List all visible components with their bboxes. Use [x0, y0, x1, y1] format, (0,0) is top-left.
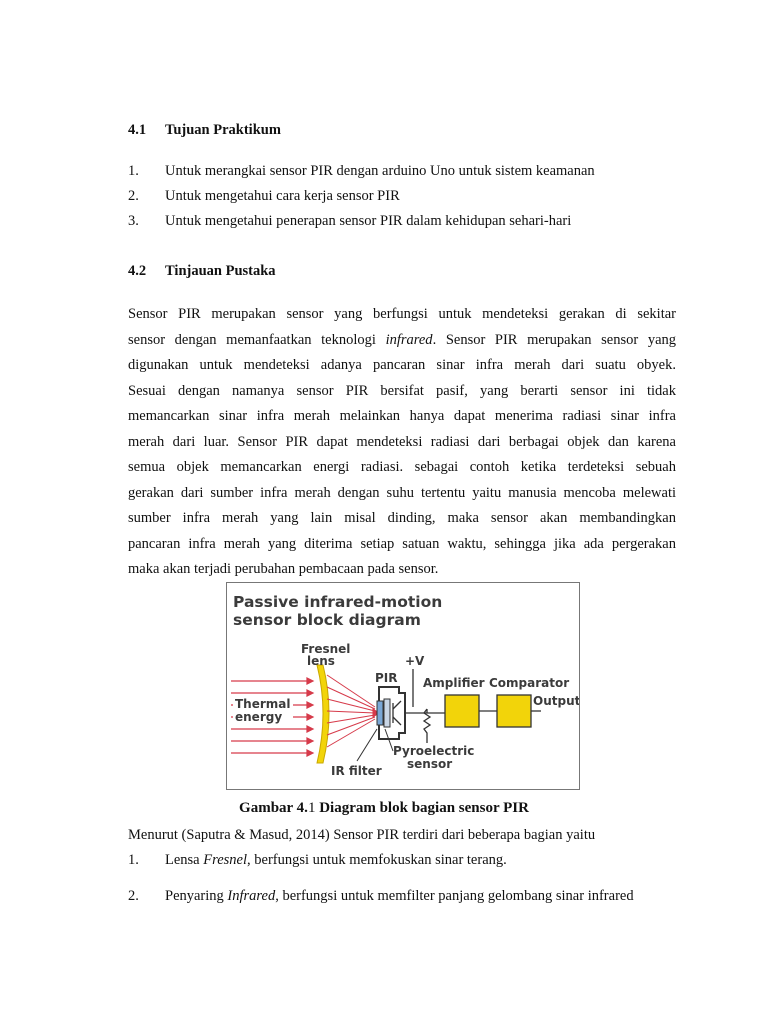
intro-line: Menurut (Saputra & Masud, 2014) Sensor PIR terdiri dari beberapa bagian yaitu [128, 827, 596, 843]
paragraph-line: merah dari luar. Sensor PIR dapat mendeteksi radiasi dari berbagai objek dan karena [128, 433, 676, 450]
resistor-symbol [424, 709, 430, 743]
thermal-label-1: Thermal [235, 697, 291, 711]
list-text: Untuk mengetahui penerapan sensor PIR dalam kehidupan sehari-hari [165, 213, 572, 229]
section-title: Tinjauan Pustaka [165, 263, 276, 279]
section-number: 4.2 [128, 263, 147, 279]
focused-rays [327, 675, 379, 747]
italic-term: infrared [385, 331, 433, 348]
pyro-element [384, 699, 390, 727]
vplus-label: +V [405, 654, 425, 668]
paragraph-line: gerakan dari sumber infra merah dengan suhu tertentu yaitu manusia mencoba melewati [128, 484, 676, 501]
italic-term: Fresnel [203, 852, 248, 868]
ir-filter-window [377, 701, 383, 725]
list-text-post: , berfungsi untuk memfokuskan sinar terang. [247, 852, 507, 868]
paragraph-line: Sesuai dengan namanya sensor PIR bersifat pasif, yang berarti sensor ini tidak [128, 382, 676, 399]
list-item [128, 188, 668, 206]
list-text: Untuk mengetahui cara kerja sensor PIR [165, 188, 400, 204]
list-text-post: , berfungsi untuk memfilter panjang gelombang sinar infrared [275, 888, 634, 904]
section-heading-4-2 [128, 263, 628, 281]
list-text-pre: Lensa [165, 852, 204, 868]
fresnel-label-2: lens [307, 654, 335, 668]
italic-term: Infrared [227, 888, 276, 904]
output-label: Output [533, 694, 579, 708]
pyro-label-1: Pyroelectric [393, 744, 475, 758]
paragraph [128, 302, 676, 583]
pir-label: PIR [375, 671, 398, 685]
paragraph-line: Sensor PIR merupakan sensor yang berfungsi untuk mendeteksi gerakan di sekitar [128, 306, 676, 322]
paragraph-line: pancaran infra merah yang diterima setiap satuan waktu, sehingga jika ada pergerakan [128, 535, 676, 552]
paragraph-fragment: sensor dengan memanfaatkan teknologi [128, 331, 376, 348]
diagram-title-line2: sensor block diagram [233, 611, 421, 629]
list-text [165, 852, 507, 869]
list-number: 1. [128, 852, 139, 868]
list-item [128, 213, 668, 231]
irfilter-callout-line [357, 729, 377, 761]
paragraph-line: maka akan terjadi perubahan pembacaan pada sensor. [128, 561, 439, 577]
list-number: 3. [128, 213, 139, 229]
comparator-label: Comparator [489, 676, 570, 690]
list-number: 1. [128, 163, 139, 179]
paragraph-line [128, 328, 676, 354]
amplifier-block [445, 695, 479, 727]
paragraph-fragment: . Sensor PIR merupakan sensor yang [432, 331, 677, 348]
paragraph-line: digunakan untuk mendeteksi adanya pancaran sinar infra merah dari suatu obyek. [128, 357, 676, 373]
figure-caption [0, 800, 768, 817]
list-number: 2. [128, 888, 139, 904]
list-number: 2. [128, 188, 139, 204]
pir-block-diagram-figure [226, 582, 580, 790]
list-text-pre: Penyaring [165, 888, 228, 904]
irfilter-label: IR filter [331, 764, 382, 778]
paragraph-line: sumber infra merah yang lain misal dinding, maka sensor akan membandingkan [128, 510, 676, 526]
comparator-block [497, 695, 531, 727]
section-heading-4-1 [128, 122, 628, 140]
list-item [128, 852, 688, 870]
list-text: Untuk merangkai sensor PIR dengan arduino Uno untuk sistem keamanan [165, 163, 595, 179]
diagram-title-line1: Passive infrared-motion [233, 593, 443, 611]
thermal-label-2: energy [235, 710, 283, 724]
section-number: 4.1 [128, 122, 147, 138]
caption-prefix: Gambar 4. [239, 800, 308, 816]
amplifier-label: Amplifier [423, 676, 485, 690]
section-title: Tujuan Praktikum [165, 122, 281, 138]
fresnel-label-1: Fresnel [301, 642, 351, 656]
paragraph-line: memancarkan sinar infra merah melainkan hanya dapat menerima radiasi sinar infra [128, 408, 676, 424]
list-text [165, 888, 634, 905]
pyro-label-2: sensor [407, 757, 453, 771]
caption-number: 1 [307, 800, 316, 816]
list-item [128, 888, 688, 906]
fresnel-lens-shape [317, 665, 329, 763]
list-item [128, 163, 668, 181]
block-diagram-svg [227, 583, 579, 789]
caption-text: Diagram blok bagian sensor PIR [315, 800, 529, 816]
paragraph-line: semua objek memancarkan energi radiasi. sebagai contoh ketika terdeteksi sebuah [128, 459, 676, 475]
